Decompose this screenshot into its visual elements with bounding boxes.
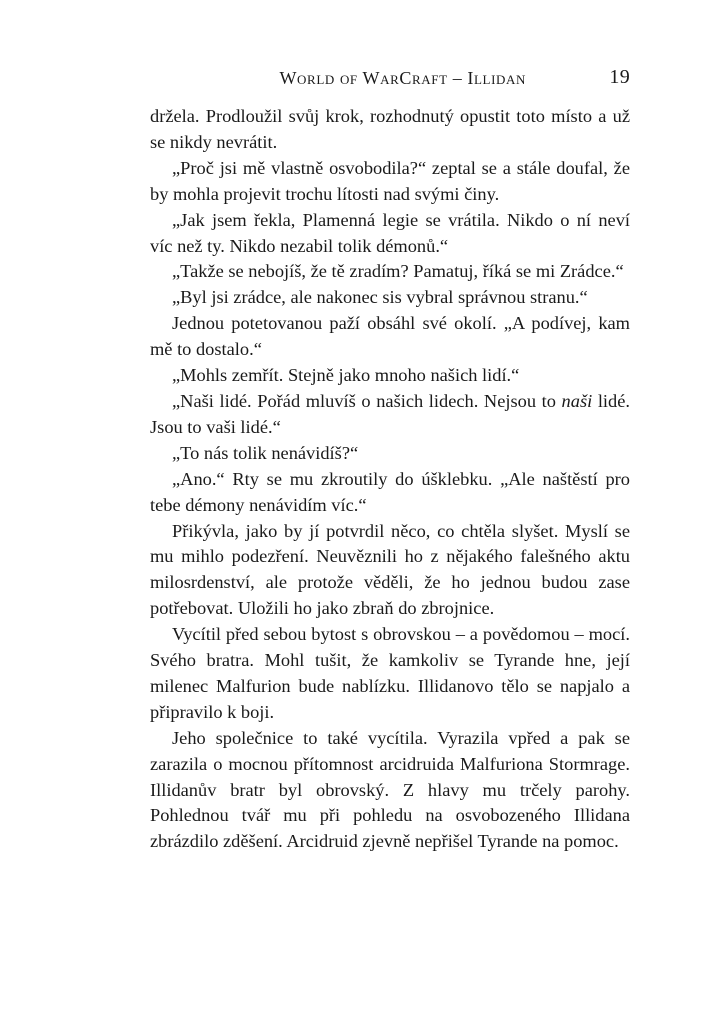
paragraph-13: Jeho společnice to také vycítila. Vyrazila vpřed a pak se zarazila o mocnou přítomnost arcidruida Malfuriona Stormrage. Illidanův bratr byl obrovský. Z hlavy mu trčely parohy. Pohlednou tvář mu při pohledu na osvobozeného Illidana zbrázdilo zděšení. Arcidruid zjevně nepřišel Tyrande na pomoc.: [150, 727, 630, 852]
paragraph-8-start: „Naši lidé. Pořád mluvíš o našich lidech. Nejsou to: [172, 390, 562, 411]
paragraph-6: Jednou potetovanou paží obsáhl své okolí. „A podívej, kam mě to dostalo.“: [150, 313, 630, 360]
paragraph-8-end: lidé. Jsou to vaši lidé.“: [150, 390, 630, 437]
paragraph-1: držela. Prodloužil svůj krok, rozhodnutý opustit toto místo a už se nikdy nevrátit.: [150, 106, 630, 152]
paragraph-2: „Proč jsi mě vlastně osvobodila?“ zeptal se a stále doufal, že by mohla projevit trochu lítosti nad svými činy.: [150, 157, 630, 204]
paragraph-3: „Jak jsem řekla, Plamenná legie se vrátila. Nikdo o ní neví víc než ty. Nikdo nezabil tolik démonů.“: [150, 209, 630, 256]
running-title: World of WarCraft – Illidan: [279, 68, 526, 88]
book-page: [150, 64, 630, 855]
running-header: [150, 64, 630, 96]
paragraph-11: Přikývla, jako by jí potvrdil něco, co chtěla slyšet. Myslí se mu mihlo podezření. Neuvěznili ho z nějakého falešného aktu milosrdenství, ale protože věděli, že ho jednou budou zase potřebovat. Uložili ho jako zbraň do zbrojnice.: [150, 520, 630, 619]
body-text: [150, 104, 630, 855]
page-number: 19: [609, 66, 630, 88]
paragraph-8: [150, 389, 630, 441]
paragraph-12: Vycítil před sebou bytost s obrovskou – a povědomou – mocí. Svého bratra. Mohl tušit, že kamkoliv se Tyrande hne, její milenec Malfurion bude nablízku. Illidanovo tělo se napjalo a připravilo k boji.: [150, 624, 630, 722]
paragraph-4: „Takže se nebojíš, že tě zradím? Pamatuj, říká se mi Zrádce.“: [172, 261, 624, 282]
emphasis-nasi: naši: [561, 390, 593, 411]
paragraph-7: „Mohls zemřít. Stejně jako mnoho našich lidí.“: [172, 365, 520, 386]
paragraph-5: „Byl jsi zrádce, ale nakonec sis vybral správnou stranu.“: [172, 287, 588, 308]
paragraph-10: „Ano.“ Rty se mu zkroutily do úšklebku. „Ale naštěstí pro tebe démony nenávidím víc.“: [150, 468, 630, 515]
paragraph-9: „To nás tolik nenávidíš?“: [172, 442, 359, 463]
